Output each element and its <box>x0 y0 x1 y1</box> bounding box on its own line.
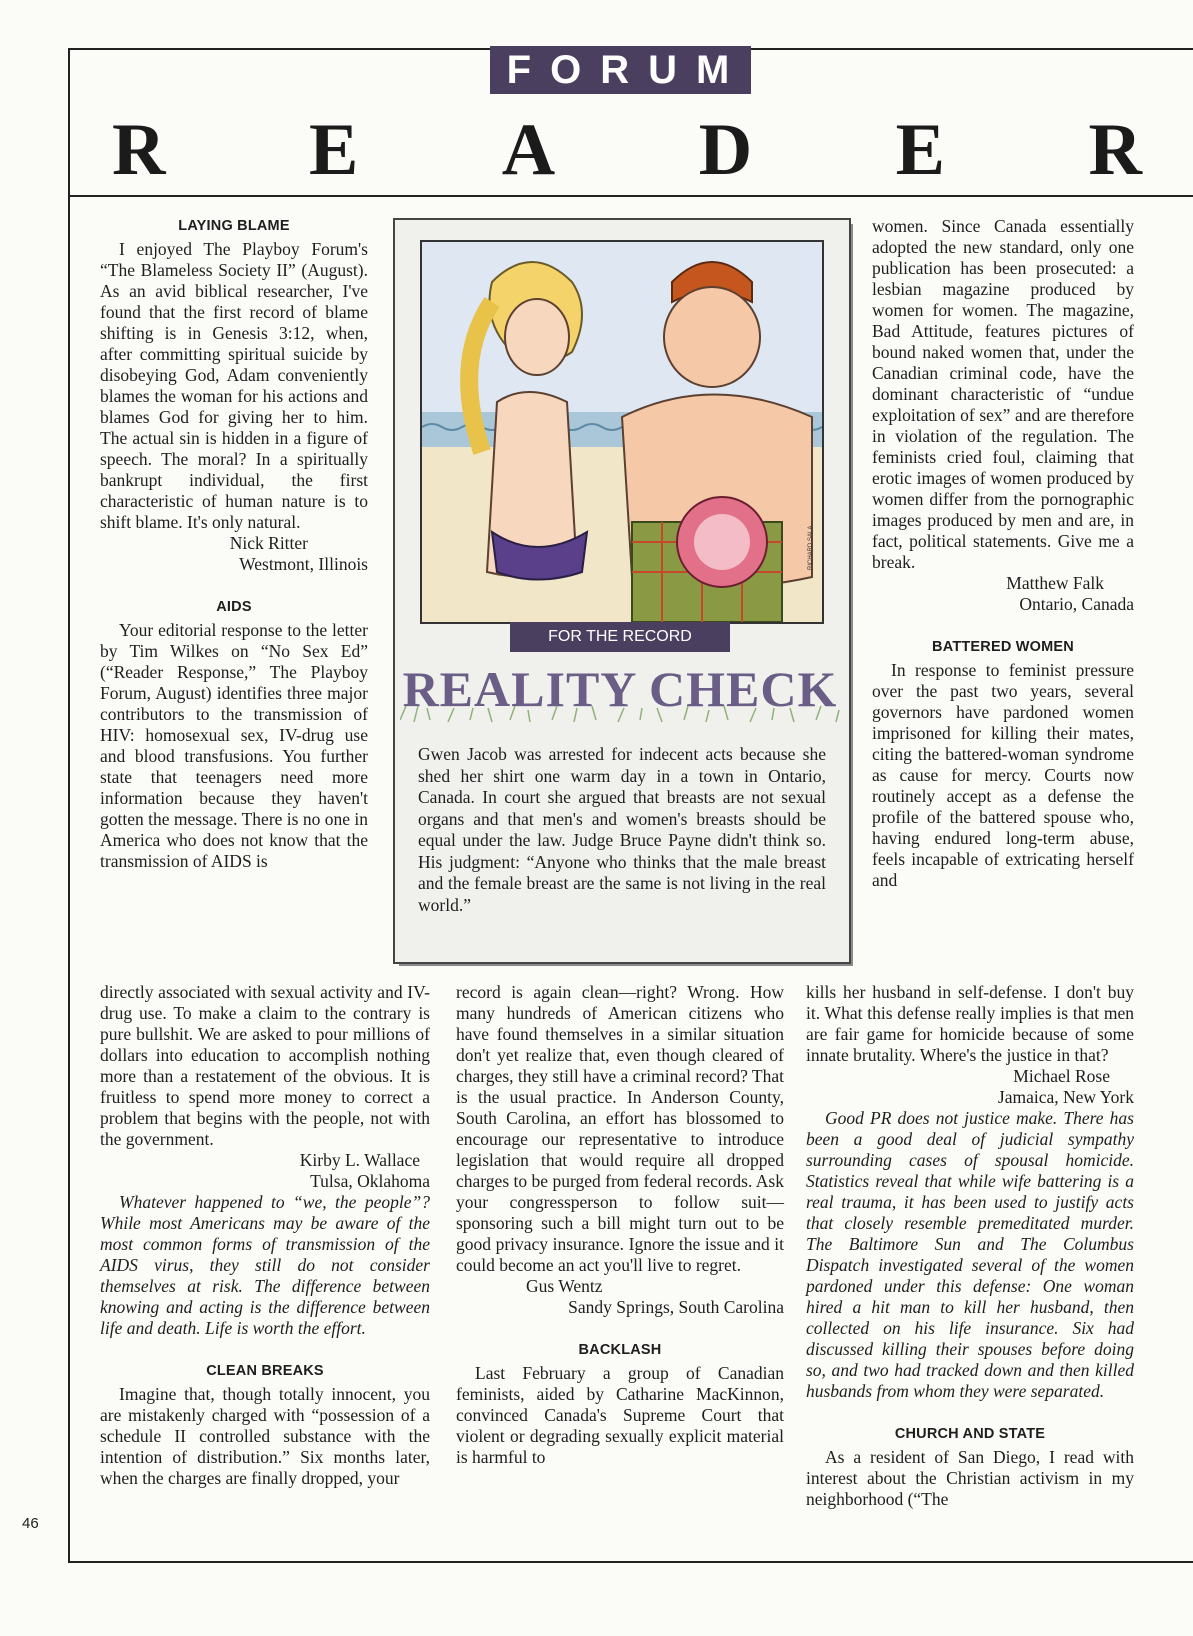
signature-name: Matthew Falk <box>1006 573 1104 593</box>
page-frame-bottom <box>68 1561 1193 1563</box>
signature-place: Jamaica, New York <box>997 1087 1134 1107</box>
reader-letter: D <box>698 109 753 191</box>
signature-name: Nick Ritter <box>229 533 308 553</box>
letter-clean-breaks-cont: record is again clean—right? Wrong. How many hundreds of American citizens who have found themselves in a similar situation don't yet realize that, even though cleared of charges, they still have a criminal record? That is the usual practice. In Anderson County, South Carolina, an effort has blossomed to encourage our representative to introduce legislation that would require all dropped charges to be purged from federal records. Ask your congressperson to follow suit—sponsoring such a bill might turn out to be good privacy insurance. Ignore the issue and it could become an act you'll live to regret. <box>456 982 784 1275</box>
letter-laying-blame: I enjoyed The Playboy Forum's “The Blameless Society II” (August). As an avid biblical researcher, I've found that the first record of blame shifting is in Genesis 3:12, when, after committing spiritual suicide by disobeying God, Adam conveniently blames the woman for his actions and blames God for giving her to him. The actual sin is hidden in a figure of speech. The moral? In a spiritually bankrupt individual, the first characteristic of human nature is to shift blame. It's only natural. <box>100 239 368 532</box>
beach-couple-illustration <box>422 242 822 622</box>
signature-name: Michael Rose <box>1013 1066 1110 1086</box>
grass-decoration <box>400 700 840 724</box>
signature-name: Kirby L. Wallace <box>299 1150 420 1170</box>
signature-place: Tulsa, Oklahoma <box>310 1171 430 1191</box>
signature-nick-ritter <box>100 533 368 575</box>
letter-aids-top: Your editorial response to the letter by Tim Wilkes on “No Sex Ed” (“Reader Response,” The Playboy Forum, August) identifies three major contributors to the transmission of HIV: homosexual sex, IV-drug use and blood transfusions. You further state that teenagers need more information because they haven't gotten the message. There is no one in America who does not know that the transmission of AIDS is <box>100 620 368 871</box>
signature-gus-wentz <box>456 1276 784 1318</box>
reader-letter: R <box>112 109 166 191</box>
reality-check-title: REALITY CHECK <box>402 661 838 717</box>
heading-battered-women: BATTERED WOMEN <box>932 639 1074 655</box>
heading-church-and-state: CHURCH AND STATE <box>894 1426 1046 1442</box>
signature-place: Westmont, Illinois <box>239 554 368 574</box>
letter-clean-breaks: Imagine that, though totally innocent, you are mistakenly charged with “possession of a schedule II controlled substance with the intention of distribution.” Six months later, when the charges are finally dropped, your <box>100 1384 430 1488</box>
signature-kirby-wallace <box>100 1150 430 1192</box>
letter-battered-top: In response to feminist pressure over the past two years, several governors have pardoned women imprisoned for killing their mates, citing the battered-woman syndrome as cause for mercy. Courts now routinely accept as a defense the profile of the battered spouse who, having endured long-term abuse, feels incapable of extricating herself and <box>872 660 1134 890</box>
column-1-top <box>100 216 368 872</box>
reader-letter: A <box>501 109 556 191</box>
letter-backlash: Last February a group of Canadian feminists, aided by Catharine MacKinnon, convinced Canada's Supreme Court that violent or degrading sexually explicit material is harmful to <box>456 1363 784 1467</box>
signature-place: Ontario, Canada <box>1019 594 1134 614</box>
for-the-record-label: FOR THE RECORD <box>510 622 730 652</box>
heading-clean-breaks: CLEAN BREAKS <box>206 1363 324 1379</box>
heading-laying-blame: LAYING BLAME <box>178 218 290 234</box>
reader-letter: E <box>308 109 359 191</box>
reader-letter: E <box>895 109 946 191</box>
letter-backlash-cont: women. Since Canada essentially adopted the new standard, only one publication has been prosecuted: a lesbian magazine produced by women for women. The magazine, Bad Attitude, features pictures of bound naked women that, under the Canadian criminal code, have the dominant characteristic of “undue exploitation of sex” and are therefore in violation of the regulation. The feminists cried foul, claiming that erotic images of women produced by women differ from the pornographic images produced by men and are, in fact, political statements. Give me a break. <box>872 216 1134 572</box>
page-frame-left <box>68 48 70 1563</box>
column-1-bottom <box>100 982 430 1489</box>
reality-check-text: Gwen Jacob was arrested for indecent acts because she shed her shirt one warm day in a town in Ontario, Canada. In court she argued that breasts are not sexual organs and that men's and women's breasts should be equal under the law. Judge Bruce Payne didn't think so. His judgment: “Anyone who thinks that the male breast and the female breast are the same is not living in the real world.” <box>418 744 826 915</box>
signature-michael-rose <box>806 1066 1134 1108</box>
column-3-bottom <box>806 982 1134 1510</box>
letter-church-and-state: As a resident of San Diego, I read with interest about the Christian activism in my neighborhood (“The <box>806 1447 1134 1509</box>
signature-name: Gus Wentz <box>526 1276 603 1296</box>
forum-banner: FORUM <box>490 46 751 94</box>
letter-aids-bottom: directly associated with sexual activity and IV-drug use. To make a claim to the contrary is pure bullshit. We are asked to pour millions of dollars into education to accomplish nothing more than a restatement of the obvious. It is fruitless to spend more money to correct a problem that begins with the people, not with the government. <box>100 982 430 1149</box>
letter-battered-bottom: kills her husband in self-defense. I don't buy it. What this defense really implies is that men are fair game for homicide because of some innate brutality. Where's the justice in that? <box>806 982 1134 1065</box>
heading-backlash: BACKLASH <box>578 1342 662 1358</box>
column-3-top <box>872 216 1134 891</box>
heading-aids: AIDS <box>216 599 252 615</box>
signature-place: Sandy Springs, South Carolina <box>568 1297 784 1317</box>
reader-title <box>112 110 1142 190</box>
header-rule <box>68 195 1193 197</box>
reader-letter: R <box>1088 109 1142 191</box>
page-number: 46 <box>22 1515 39 1532</box>
column-2 <box>456 982 784 1468</box>
signature-matthew-falk <box>872 573 1134 615</box>
illustration-credit: RICHARD SALA <box>808 525 814 570</box>
editor-response-battered: Good PR does not justice make. There has been a good deal of judicial sympathy surrounding cases of spousal homicide. Statistics reveal that while wife battering is a real trauma, it has been used to justify acts that closely resemble premeditated murder. The Baltimore Sun and The Columbus Dispatch investigated several of the women pardoned under this defense: One woman hired a hit man to kill her husband, then collected on his life insurance. Six had discussed killing their spouses before doing so, and two had tracked down and then killed husbands from whom they were separated. <box>806 1108 1134 1401</box>
editor-response-aids: Whatever happened to “we, the people”? While most Americans may be aware of the most common forms of transmission of the AIDS virus, they still do not consider themselves at risk. The difference between knowing and acting is the difference between life and death. Life is worth the effort. <box>100 1192 430 1338</box>
cartoon-illustration <box>420 240 824 624</box>
